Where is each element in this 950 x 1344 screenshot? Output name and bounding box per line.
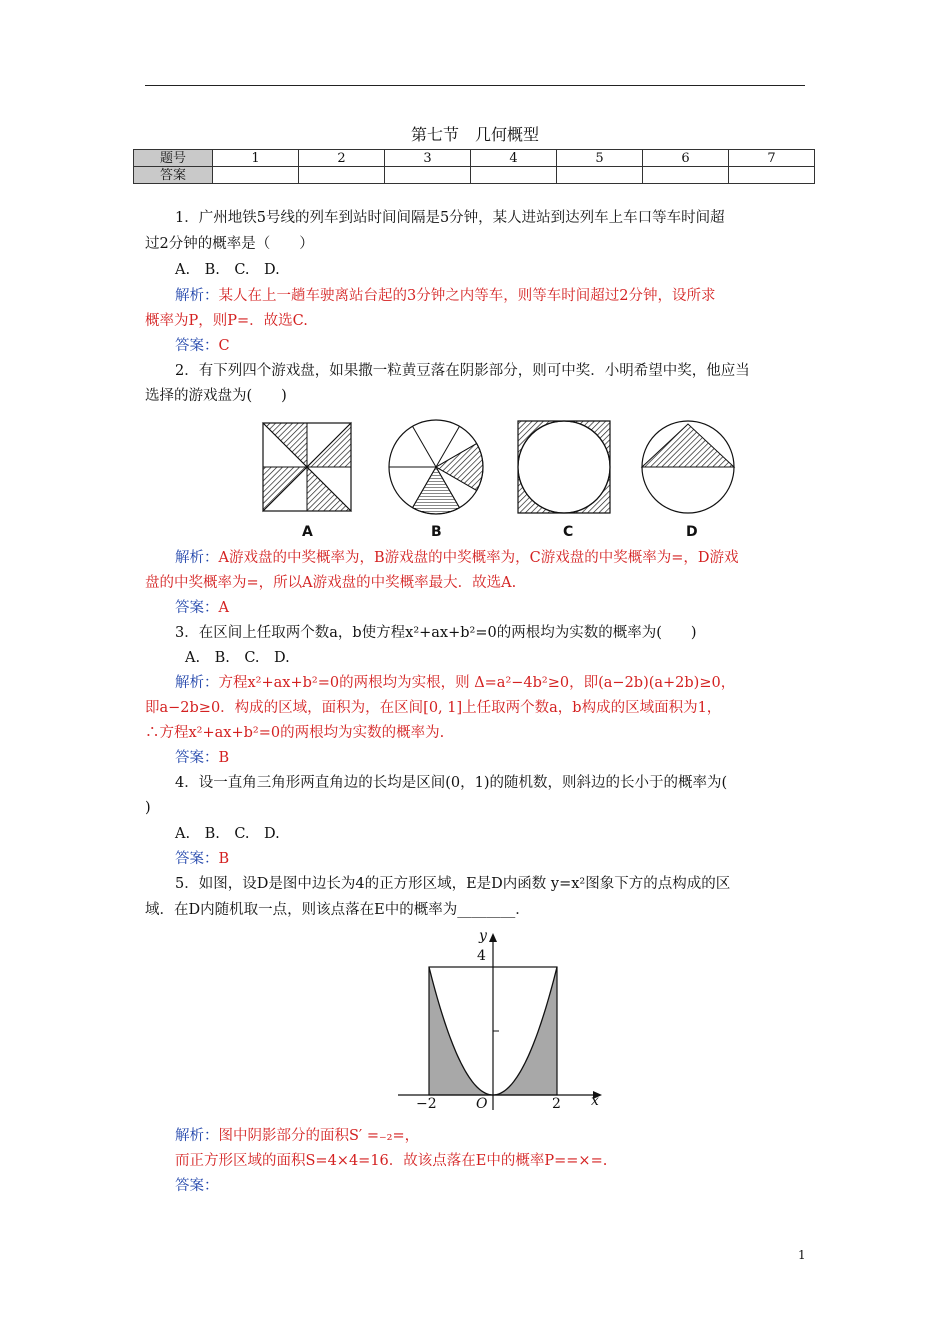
answer-table: [133, 149, 815, 184]
table-cell: 4: [471, 150, 557, 167]
q3-analysis: [175, 673, 735, 693]
game-boards-figure: [255, 415, 755, 520]
y-tick-4: 4: [477, 948, 486, 964]
q5-stem-cont: 域．在D内随机取一点，则该点落在E中的概率为________．: [145, 902, 530, 918]
answer-label: 答案：: [175, 851, 219, 867]
table-cell: 2: [299, 150, 385, 167]
header-rule: [145, 85, 805, 86]
analysis-text: A游戏盘的中奖概率为，B游戏盘的中奖概率为，C游戏盘的中奖概率为=，D游戏: [218, 550, 739, 566]
board-c-label: C: [563, 524, 574, 540]
answer-value: B: [218, 851, 230, 867]
q4-answer: [175, 849, 229, 869]
answer-label: 答案：: [175, 600, 219, 616]
q1-answer: [175, 336, 230, 356]
q4-options: A. B. C. D.: [175, 826, 280, 842]
parabola-figure: [390, 925, 620, 1120]
table-row: [134, 150, 815, 167]
board-b: [389, 420, 483, 514]
q3-analysis-cont: 即a−2b≥0．构成的区域，面积为，在区间[0, 1]上任取两个数a，b构成的区域面积为1，: [145, 700, 722, 716]
q1-stem-cont: 过2分钟的概率是（ ）: [145, 236, 314, 252]
page-number: 1: [798, 1248, 806, 1262]
table-cell: 3: [385, 150, 471, 167]
board-a: [263, 423, 351, 511]
table-cell: 6: [643, 150, 729, 167]
analysis-label: 解析：: [175, 550, 219, 566]
answer-label: 答案：: [175, 338, 219, 354]
section-title: 第七节 几何概型: [410, 125, 539, 144]
q2-analysis-cont: 盘的中奖概率为=，所以A游戏盘的中奖概率最大．故选A.: [145, 575, 517, 591]
q3-analysis-cont2: ∴方程x²+ax+b²=0的两根均为实数的概率为.: [145, 725, 445, 741]
q1-stem: 1．广州地铁5号线的列车到站时间间隔是5分钟，某人进站到达列车上车口等车时间超: [175, 210, 725, 226]
analysis-label: 解析：: [175, 1128, 219, 1144]
y-axis-label: y: [479, 928, 487, 944]
answer-cell: [213, 167, 299, 184]
q4-stem-cont: ): [145, 800, 151, 816]
q5-stem: 5．如图，设D是图中边长为4的正方形区域，E是D内函数 y=x²图象下方的点构成的区: [175, 876, 731, 892]
q1-analysis: [175, 286, 715, 306]
answer-label: 答案：: [175, 750, 219, 766]
board-a-label: A: [302, 524, 313, 540]
q5-analysis: [175, 1126, 419, 1146]
table-row-label: 答案: [134, 167, 213, 184]
table-cell: 5: [557, 150, 643, 167]
analysis-text: 某人在上一趟车驶离站台起的3分钟之内等车，则等车时间超过2分钟，设所求: [218, 288, 716, 304]
x-tick-2: 2: [552, 1096, 561, 1112]
answer-cell: [471, 167, 557, 184]
answer-value: B: [218, 750, 230, 766]
board-b-label: B: [431, 524, 442, 540]
answer-value: C: [218, 338, 230, 354]
q1-analysis-cont: 概率为P，则P=．故选C.: [145, 313, 308, 329]
q4-stem: 4．设一直角三角形两直角边的长均是区间(0，1)的随机数，则斜边的长小于的概率为(: [175, 775, 728, 791]
answer-cell: [385, 167, 471, 184]
x-tick-neg2: −2: [416, 1096, 437, 1112]
table-cell: 7: [729, 150, 815, 167]
q3-answer: [175, 748, 229, 768]
x-axis-label: x: [591, 1093, 599, 1109]
q2-analysis: [175, 548, 739, 568]
q5-analysis-cont: 而正方形区域的面积S=4×4=16．故该点落在E中的概率P==×=.: [175, 1153, 608, 1169]
q2-answer: [175, 598, 229, 618]
table-row-label: 题号: [134, 150, 213, 167]
q1-options: A. B. C. D.: [175, 262, 280, 278]
table-cell: 1: [213, 150, 299, 167]
answer-label: 答案：: [175, 1178, 219, 1194]
q2-stem-cont: 选择的游戏盘为( ): [145, 388, 287, 404]
analysis-text: 图中阴影部分的面积S′ =₋₂=，: [218, 1128, 420, 1144]
answer-value: A: [218, 600, 229, 616]
answer-cell: [729, 167, 815, 184]
q2-stem: 2．有下列四个游戏盘，如果撒一粒黄豆落在阴影部分，则可中奖．小明希望中奖，他应当: [175, 363, 750, 379]
answer-cell: [299, 167, 385, 184]
board-d-label: D: [686, 524, 698, 540]
board-d: [642, 421, 734, 513]
answer-cell: [643, 167, 729, 184]
q5-answer: [175, 1176, 219, 1196]
q3-stem: 3．在区间上任取两个数a，b使方程x²+ax+b²=0的两根均为实数的概率为( ): [175, 625, 697, 641]
analysis-label: 解析：: [175, 288, 219, 304]
origin-label: O: [476, 1096, 488, 1112]
table-row: [134, 167, 815, 184]
board-c: [518, 421, 610, 513]
q3-options: A. B. C. D.: [185, 650, 290, 666]
analysis-text: 方程x²+ax+b²=0的两根均为实根，则 Δ=a²−4b²≥0，即(a−2b)(a+2b)≥0，: [218, 675, 736, 691]
analysis-label: 解析：: [175, 675, 219, 691]
answer-cell: [557, 167, 643, 184]
